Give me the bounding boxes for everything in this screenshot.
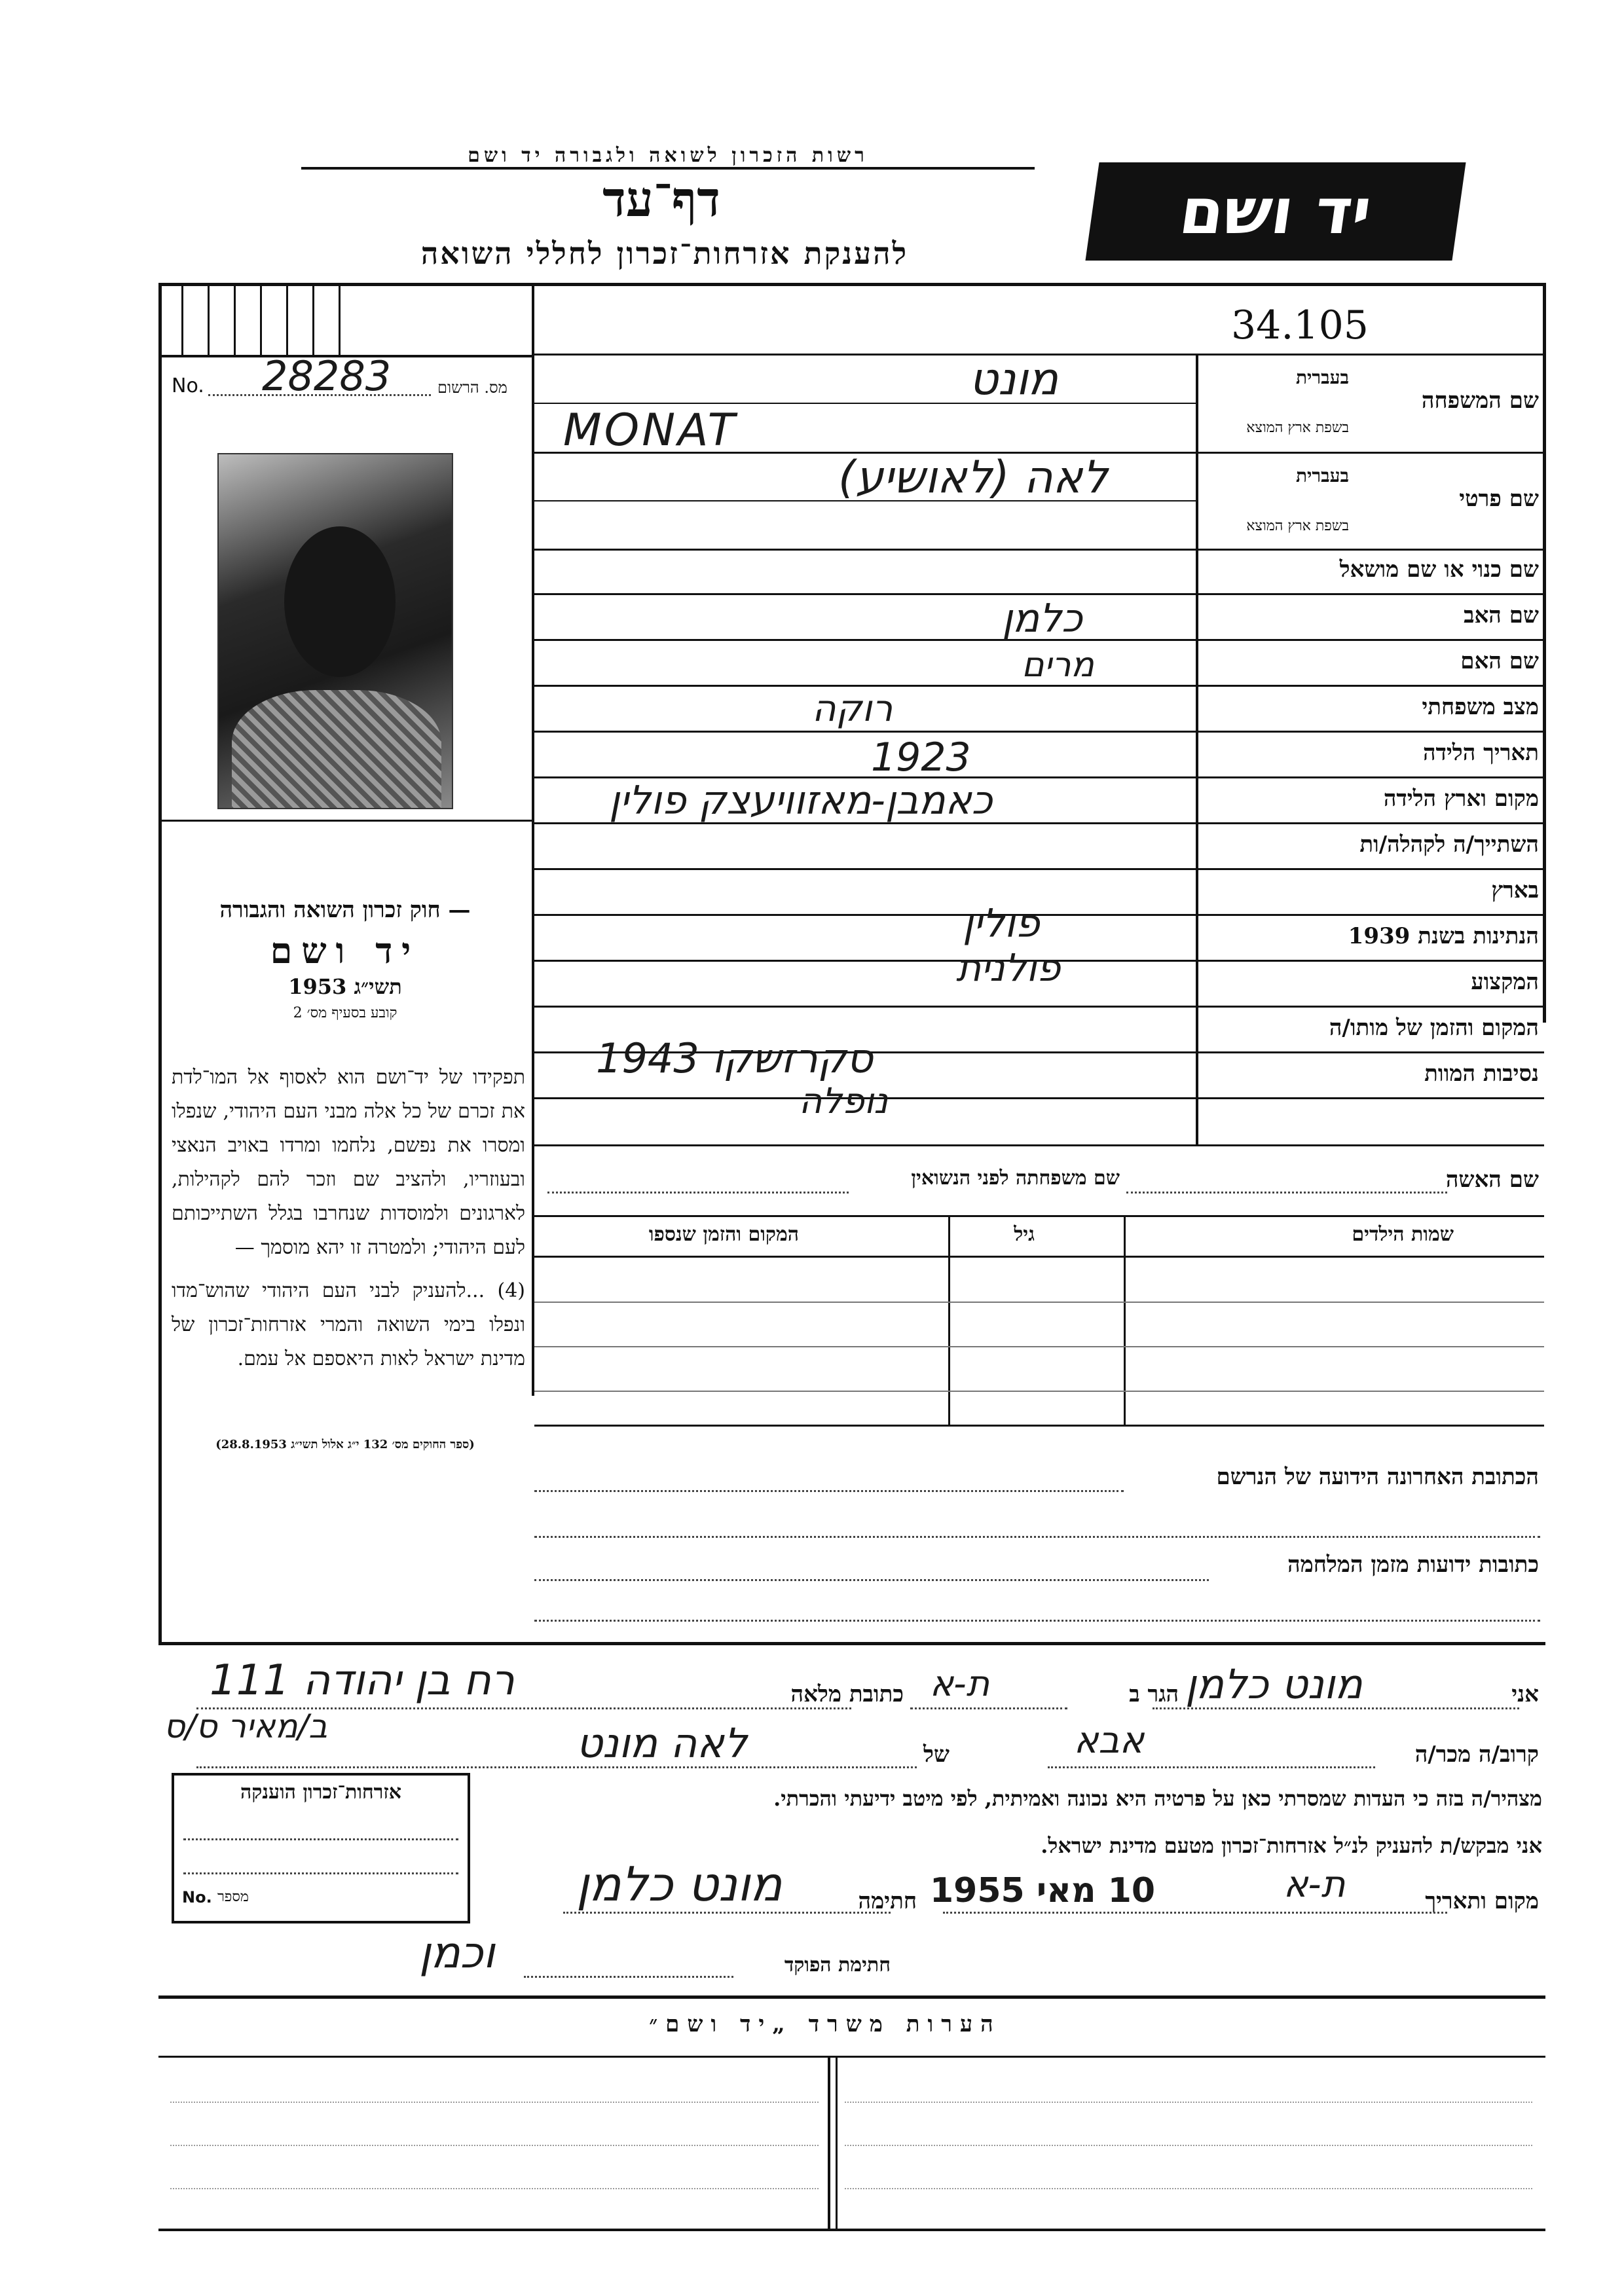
notes-divider — [828, 2056, 830, 2231]
label-family-name: שם המשפחה — [1421, 388, 1539, 414]
notes-bottom-line — [158, 2229, 1545, 2231]
value-address-2: ב/מאיר ס/ס — [164, 1707, 328, 1745]
citizenship-granted-box — [172, 1773, 470, 1923]
label-community: השתייך/ה לקהלה/ות — [1359, 831, 1539, 858]
place-date-dots — [943, 1912, 1447, 1914]
form-title: דף־עד — [602, 172, 720, 228]
value-first-name: לאה (לאושיע) — [838, 452, 1108, 503]
row-line — [534, 1006, 1544, 1008]
label-first-origin-lang: בשפת ארץ המוצא — [1246, 518, 1349, 534]
label-of: של — [923, 1741, 950, 1768]
label-officer-signature: חתימת הפוקד — [784, 1954, 891, 1977]
top-line: רשות הזכרון לשואה ולגבורה יד ושם — [301, 144, 1035, 170]
label-first-in-hebrew: בעברית — [1295, 465, 1349, 486]
law-clause: קובע בסעיף מס׳ 2 — [293, 1005, 397, 1021]
value-ani: מונט כלמן — [1185, 1660, 1363, 1708]
frame-right — [1543, 283, 1546, 1023]
value-date: 10 מאי 1955 — [930, 1871, 1156, 1910]
row-line — [534, 685, 1544, 687]
reg-no-value: 28283 — [262, 352, 392, 400]
portrait-photo — [217, 453, 453, 809]
frame-bottom — [158, 1642, 1545, 1645]
top-number: 34.105 — [1231, 302, 1369, 348]
declaration-line-1: מצהיר/ה בזה כי העדות שמסרתי כאן על פרטיה היא נכונה ואמיתית, לפי מיטב ידיעתי והכרתי. — [773, 1786, 1542, 1811]
declaration-line-2: אני מבקש/ת להעניק לנ״ל אזרחות־זכרון מטעם מדינת ישראל. — [1041, 1833, 1542, 1858]
label-death-place-time: המקום והזמן של מותו/ה — [1329, 1015, 1539, 1041]
label-citizenship-1939: הנתינות בשנת 1939 — [1348, 923, 1539, 949]
label-wife-name: שם האשה — [1445, 1167, 1539, 1193]
wife-row-line — [534, 1215, 1544, 1217]
label-ani: אני — [1511, 1681, 1539, 1707]
box-dots-1 — [183, 1838, 458, 1840]
law-paragraph-2: (4) ...להעניק לבני העם היהודי שהוש־מדו ונפלו בימי השואה והמרי אזרחות־זכרון של מדינת ישראל לאות היאספם אל עמם. — [172, 1279, 525, 1370]
notes-divider-2 — [836, 2056, 838, 2231]
label-family-in-hebrew: בעברית — [1295, 367, 1349, 388]
label-family-origin-lang: בשפת ארץ המוצא — [1246, 420, 1349, 436]
last-address-dots — [534, 1490, 1124, 1492]
reg-no-label: מס. הרשום — [437, 378, 507, 397]
notes-dots-5 — [845, 2145, 1532, 2146]
law-title: — חוק זכרון השואה והגבורה — [219, 897, 471, 923]
label-marital-status: מצב משפחתי — [1422, 694, 1539, 720]
label-last-address: הכתובת האחרונה הידועה של הנרשם — [1216, 1464, 1539, 1490]
row-line — [534, 1097, 1544, 1099]
citizenship-box-title: אזרחות־זכרון הוענקה — [240, 1781, 402, 1804]
law-paragraphs — [172, 1061, 525, 1376]
row-line — [534, 731, 1544, 733]
notes-dots-3 — [170, 2188, 819, 2189]
label-country: בארץ — [1491, 877, 1539, 903]
box-number-label: מספר — [217, 1889, 249, 1905]
label-gar-b: הגר ב — [1129, 1681, 1179, 1707]
children-bottom-line — [534, 1425, 1544, 1427]
row-line — [534, 593, 1544, 595]
law-paragraph-1: תפקידו של יד־ושם הוא לאסוף אל המו־לדת את זכרם של כל אלה מבני העם היהודי, שנפלו ומסרו את נפשם, נלחמו ומרדו באויב הנאצי ובעוזריו, ולהציב שם וזכר להם לקהילות, לארגונים ולמוסדות שנחרבו בגלל השתייכותם לעם היהודי; ולמטרה זו יהא מוסמך — — [172, 1066, 525, 1259]
notes-dots-1 — [170, 2102, 819, 2103]
box-number-prefix: No. — [182, 1888, 212, 1906]
label-age: גיל — [1014, 1223, 1035, 1246]
value-birth-place: כאמבן-מאזוויעצק פולין — [609, 778, 993, 824]
notes-dots-4 — [845, 2102, 1532, 2103]
box-dots-2 — [183, 1872, 458, 1874]
logo-text: יד ושם — [1175, 175, 1376, 248]
law-year: תשי״ג 1953 — [288, 974, 402, 999]
ani-dots — [1153, 1707, 1519, 1709]
notes-header-line — [158, 2056, 1545, 2058]
law-name: יד ושם — [270, 930, 420, 972]
label-nickname: שם כנוי או שם מושאל — [1339, 556, 1539, 583]
notes-top-line — [158, 1995, 1545, 1999]
label-first-name: שם פרטי — [1459, 486, 1539, 512]
photo-section-border — [162, 820, 532, 822]
row-line — [534, 868, 1544, 870]
wife-name-dots — [1126, 1192, 1447, 1194]
children-row-line — [534, 1302, 1544, 1303]
value-citizenship-1939: פולנית — [956, 945, 1061, 990]
officer-dots — [524, 1976, 733, 1978]
label-death-circumstances: נסיבות המוות — [1424, 1061, 1539, 1087]
maiden-name-dots — [547, 1192, 849, 1194]
label-place-date: מקום ותאריך — [1425, 1888, 1539, 1914]
war-addresses-dots — [534, 1579, 1209, 1581]
of-dots — [196, 1766, 917, 1768]
label-father-name: שם האב — [1464, 602, 1539, 629]
last-address-dots-2 — [534, 1536, 1540, 1538]
value-relative: אבא — [1074, 1719, 1145, 1762]
tick-boxes — [162, 286, 532, 357]
label-address-full: כתובת מלאה — [790, 1681, 904, 1707]
address-dots — [196, 1707, 851, 1709]
value-of: לאה מונט — [576, 1719, 747, 1767]
value-address: רח בן יהודה 111 — [210, 1656, 515, 1705]
value-place: ת-א — [1283, 1863, 1346, 1906]
label-maiden-name: שם משפחתה לפני הנשואין — [911, 1167, 1120, 1190]
notes-dots-2 — [170, 2145, 819, 2146]
label-signature: חתימה — [858, 1888, 917, 1914]
value-officer-signature: וכמן — [419, 1927, 495, 1978]
children-row-line — [534, 1346, 1544, 1347]
row-line — [534, 549, 1544, 551]
value-marital-status: רוקה — [812, 687, 893, 730]
children-col-line — [948, 1216, 950, 1425]
label-col-border — [1196, 354, 1198, 1146]
relative-dots — [1048, 1766, 1375, 1768]
children-row-line — [534, 1391, 1544, 1392]
yad-vashem-logo — [1085, 162, 1466, 261]
value-gar-b: ת-א — [930, 1663, 990, 1704]
row-line — [534, 1144, 1544, 1146]
law-block — [172, 897, 519, 1021]
value-mother-name: מרים — [1022, 646, 1094, 685]
label-relative: קרוב/ה מכר/ה — [1414, 1741, 1539, 1768]
reg-no-prefix: No. — [172, 374, 204, 397]
sub-line — [534, 403, 1196, 404]
form-subtitle: להענקת אזרחות־זכרון לחללי השואה — [420, 236, 909, 271]
law-citation: (ספר החוקים מס׳ 132 י״ג אלול תשי״ג 28.8.1953) — [215, 1438, 475, 1451]
children-col-line — [1124, 1216, 1126, 1425]
label-birth-place: מקום וארץ הלידה — [1383, 786, 1539, 812]
label-mother-name: שם האם — [1460, 648, 1539, 674]
value-death-place-time: סקרזשקו 1943 — [596, 1034, 873, 1082]
label-war-addresses: כתובות ידועות מזמן המלחמה — [1287, 1552, 1539, 1578]
office-notes-title: הערות משרד „יד ושם״ — [649, 2011, 1001, 2037]
label-children-names: שמות הילדים — [1352, 1223, 1454, 1246]
value-death-circumstances: נופלה — [799, 1080, 889, 1121]
gar-b-dots — [910, 1707, 1067, 1709]
label-birth-date: תאריך הלידה — [1422, 740, 1539, 766]
label-children-death: המקום והזמן שנספו — [648, 1223, 799, 1246]
value-father-name: כלמן — [1002, 596, 1082, 642]
value-family-name-lat: MONAT — [563, 405, 738, 456]
value-signature: מונט כלמן — [576, 1857, 783, 1912]
value-country: פולין — [963, 901, 1040, 947]
signature-dots — [563, 1912, 891, 1914]
notes-dots-6 — [845, 2188, 1532, 2189]
value-birth-date: 1923 — [871, 735, 971, 780]
war-addresses-dots-2 — [534, 1620, 1540, 1622]
label-profession: המקצוע — [1471, 969, 1539, 995]
left-col-border — [532, 283, 534, 1396]
children-header-line — [534, 1256, 1544, 1258]
value-family-name-he: מונט — [969, 354, 1059, 405]
frame-left — [158, 283, 162, 1645]
